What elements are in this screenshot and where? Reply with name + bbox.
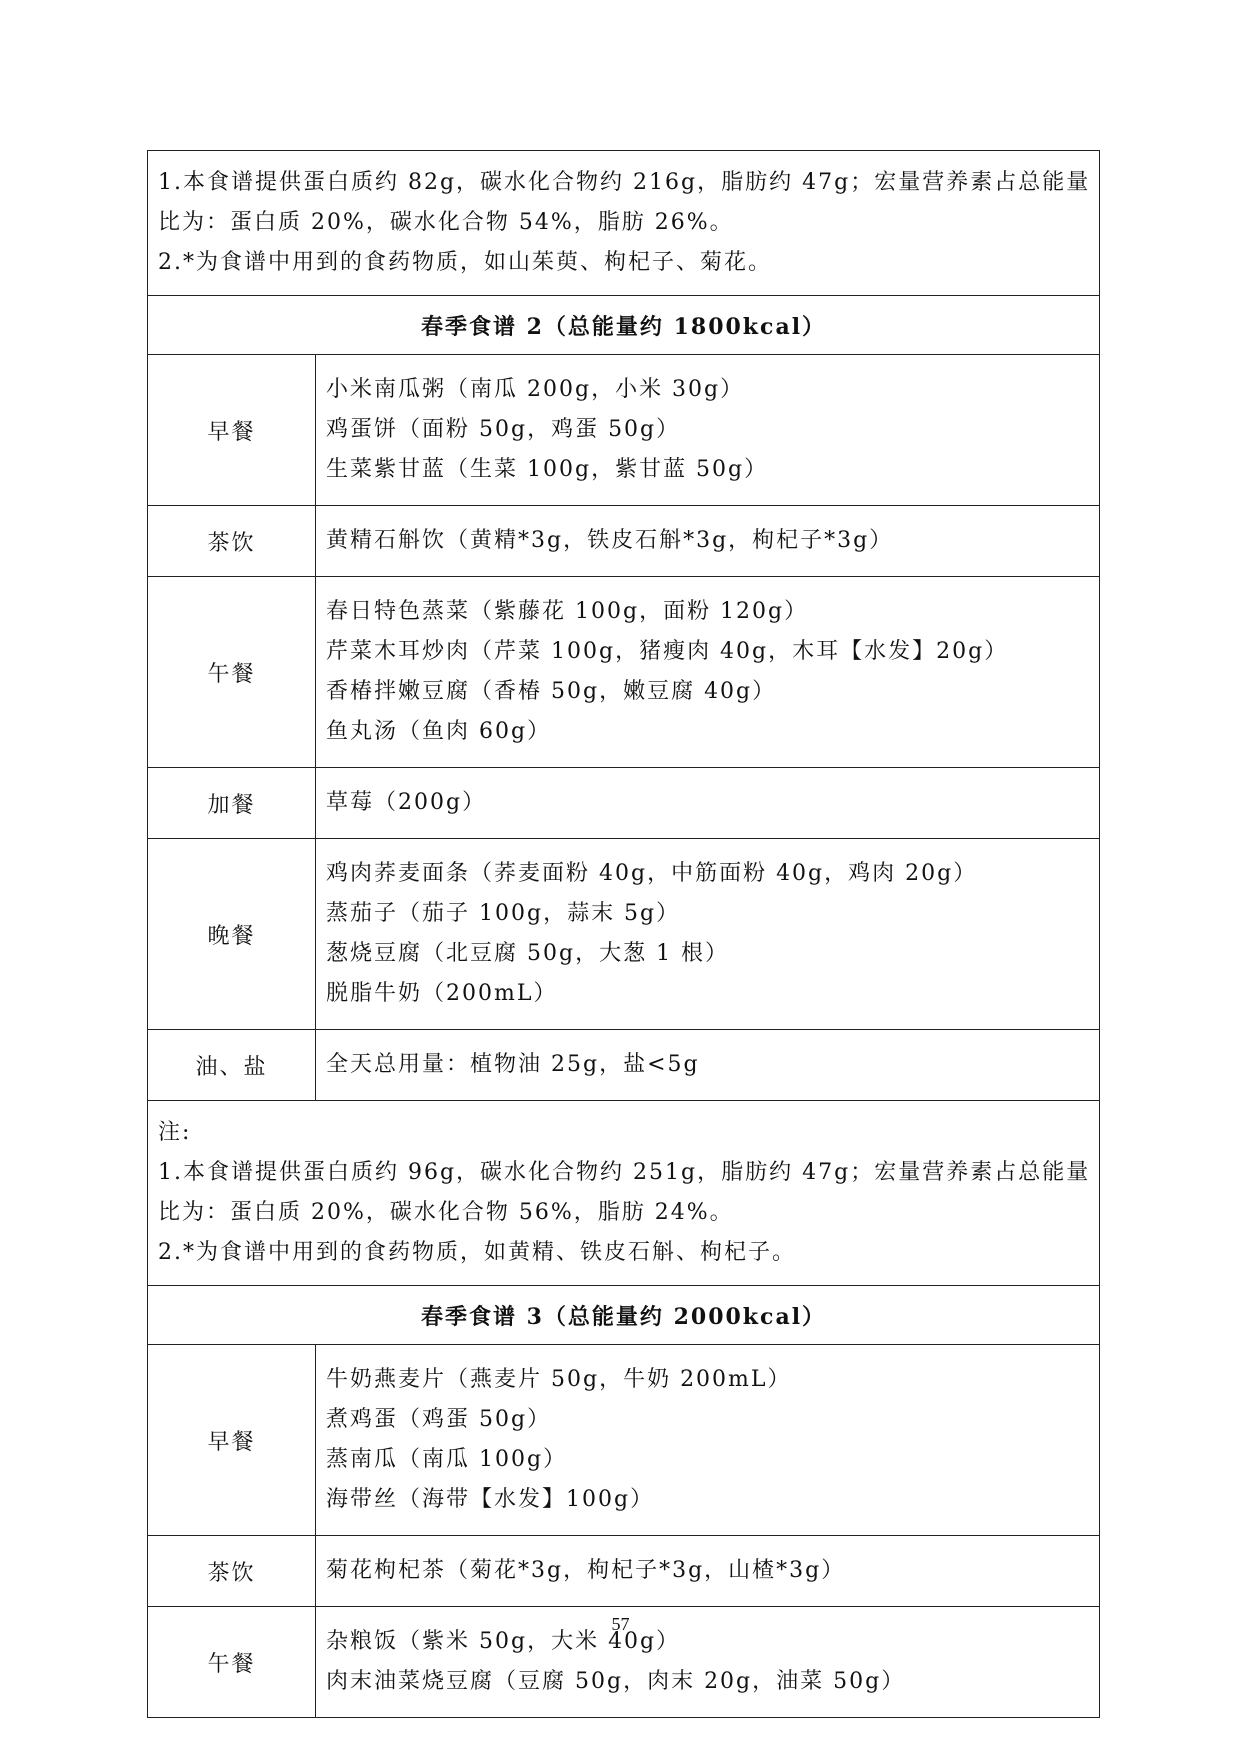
meal-row: [148, 839, 1100, 1030]
meal-label: 加餐: [148, 768, 316, 839]
dish-item: 黄精石斛饮（黄精*3g，铁皮石斛*3g，枸杞子*3g）: [326, 528, 894, 553]
dish-list: [316, 355, 1100, 506]
meal-label: 茶饮: [148, 1536, 316, 1607]
meal-label: 早餐: [148, 1345, 316, 1536]
dish-item: 脱脂牛奶（200mL）: [326, 981, 558, 1006]
meal-label: 早餐: [148, 355, 316, 506]
dish-list: [316, 577, 1100, 768]
dish-item: 香椿拌嫩豆腐（香椿 50g，嫩豆腐 40g）: [326, 679, 777, 704]
dish-item: 煮鸡蛋（鸡蛋 50g）: [326, 1407, 552, 1432]
dish-item: 菊花枸杞茶（菊花*3g，枸杞子*3g，山楂*3g）: [326, 1558, 846, 1583]
dish-list: [316, 1030, 1100, 1101]
dish-item: 春日特色蒸菜（紫藤花 100g，面粉 120g）: [326, 599, 809, 624]
recipe2-note: [148, 1101, 1100, 1286]
dish-item: 葱烧豆腐（北豆腐 50g，大葱 1 根）: [326, 941, 730, 966]
note-line: 2.*为食谱中用到的食药物质，如山茱萸、枸杞子、菊花。: [158, 250, 772, 275]
recipe2-note-row: [148, 1101, 1100, 1286]
dish-list: [316, 839, 1100, 1030]
note-line: 注:: [158, 1120, 192, 1145]
dish-item: 芹菜木耳炒肉（芹菜 100g，猪瘦肉 40g，木耳【水发】20g）: [326, 639, 1009, 664]
recipe-table: [147, 150, 1100, 1718]
recipe1-note: [148, 151, 1100, 296]
note-line: 1.本食谱提供蛋白质约 96g，碳水化合物约 251g，脂肪约 47g；宏量营养素占总能量: [158, 1160, 1091, 1185]
meal-label: 午餐: [148, 577, 316, 768]
dish-list: [316, 768, 1100, 839]
dish-item: 鸡肉荞麦面条（荞麦面粉 40g，中筋面粉 40g，鸡肉 20g）: [326, 861, 978, 886]
meal-label: 午餐: [148, 1607, 316, 1718]
meal-row: [148, 506, 1100, 577]
dish-item: 蒸茄子（茄子 100g，蒜末 5g）: [326, 901, 681, 926]
note-line: 比为：蛋白质 20%，碳水化合物 54%，脂肪 26%。: [158, 210, 734, 235]
dish-list: [316, 506, 1100, 577]
meal-row: [148, 1030, 1100, 1101]
dish-item: 牛奶燕麦片（燕麦片 50g，牛奶 200mL）: [326, 1367, 792, 1392]
dish-list: [316, 1536, 1100, 1607]
dish-item: 鸡蛋饼（面粉 50g，鸡蛋 50g）: [326, 417, 681, 442]
meal-label: 茶饮: [148, 506, 316, 577]
dish-item: 海带丝（海带【水发】100g）: [326, 1487, 655, 1512]
dish-item: 生菜紫甘蓝（生菜 100g，紫甘蓝 50g）: [326, 457, 769, 482]
meal-row: [148, 768, 1100, 839]
note-line: 比为：蛋白质 20%，碳水化合物 56%，脂肪 24%。: [158, 1200, 734, 1225]
dish-item: 鱼丸汤（鱼肉 60g）: [326, 719, 552, 744]
meal-row: [148, 577, 1100, 768]
note-line: 2.*为食谱中用到的食药物质，如黄精、铁皮石斛、枸杞子。: [158, 1240, 796, 1265]
dish-item: 肉末油菜烧豆腐（豆腐 50g，肉末 20g，油菜 50g）: [326, 1669, 906, 1694]
recipe2-title: 春季食谱 2（总能量约 1800kcal）: [148, 296, 1100, 355]
meal-label: 晚餐: [148, 839, 316, 1030]
recipe3-title: 春季食谱 3（总能量约 2000kcal）: [148, 1286, 1100, 1345]
dish-item: 杂粮饭（紫米 50g，大米 40g）: [326, 1629, 681, 1654]
dish-item: 小米南瓜粥（南瓜 200g，小米 30g）: [326, 377, 745, 402]
meal-row: [148, 1536, 1100, 1607]
dish-item: 蒸南瓜（南瓜 100g）: [326, 1447, 568, 1472]
note-line: 1.本食谱提供蛋白质约 82g，碳水化合物约 216g，脂肪约 47g；宏量营养素占总能量: [158, 170, 1091, 195]
dish-item: 草莓（200g）: [326, 790, 487, 815]
recipe1-note-row: [148, 151, 1100, 296]
meal-row: [148, 355, 1100, 506]
recipe2-title-row: [148, 296, 1100, 355]
meal-row: [148, 1345, 1100, 1536]
dish-list: [316, 1345, 1100, 1536]
meal-label: 油、盐: [148, 1030, 316, 1101]
dish-item: 全天总用量：植物油 25g，盐<5g: [326, 1052, 700, 1077]
recipe3-title-row: [148, 1286, 1100, 1345]
page-number: 57: [611, 1614, 630, 1634]
